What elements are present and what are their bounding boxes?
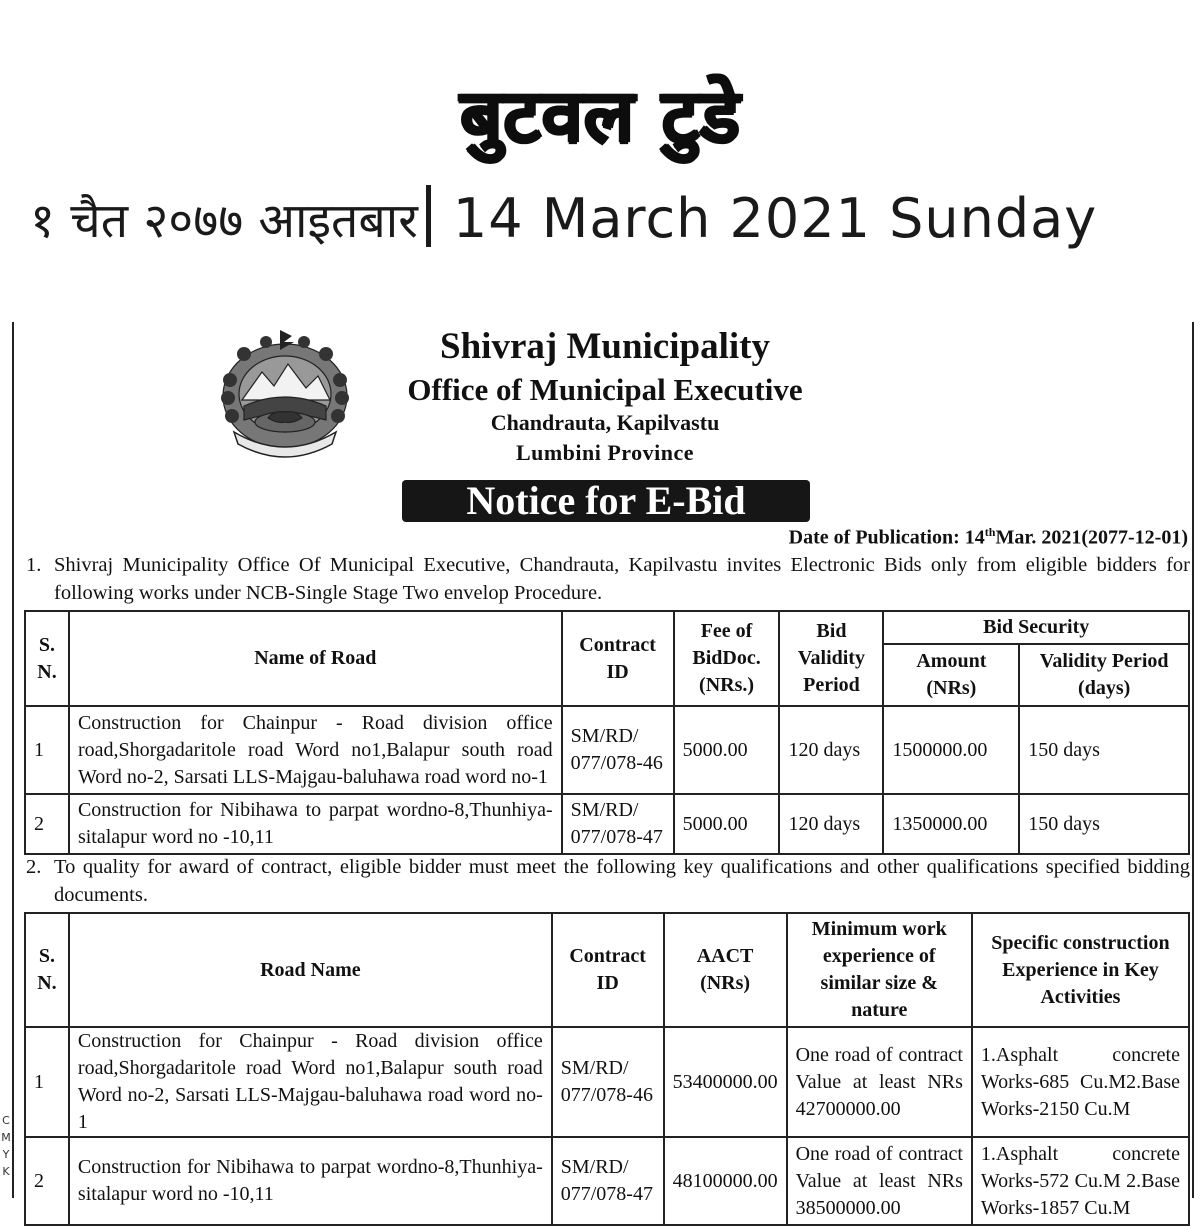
- cell-road-name: Construction for Nibihawa to parpat wordno-8,Thunhiya-sitalapur word no -10,11: [69, 1137, 552, 1225]
- table-row: [25, 1027, 1189, 1137]
- cell-contract-id: SM/RD/ 077/078-46: [552, 1027, 664, 1137]
- header-amount: Amount (NRs): [883, 644, 1019, 706]
- cell-fee: 5000.00: [674, 794, 780, 854]
- masthead-date: [30, 185, 1180, 252]
- cell-validity: 120 days: [779, 794, 883, 854]
- header-sn: S. N.: [25, 611, 69, 706]
- cell-specific-experience: 1.Asphalt concrete Works-685 Cu.M2.Base Works-2150 Cu.M: [972, 1027, 1189, 1137]
- paragraph-invitation: [26, 551, 1190, 607]
- cell-specific-experience: 1.Asphalt concrete Works-572 Cu.M 2.Base Works-1857 Cu.M: [972, 1137, 1189, 1225]
- nepali-date: १ चैत २०७७ आइतबार: [30, 193, 418, 249]
- cell-road-name: Construction for Nibihawa to parpat wordno-8,Thunhiya-sitalapur word no -10,11: [69, 794, 562, 854]
- header-sn: S. N.: [25, 913, 69, 1027]
- publication-date: [789, 525, 1188, 550]
- cell-aact: 48100000.00: [664, 1137, 787, 1225]
- cell-amount: 1500000.00: [883, 706, 1019, 794]
- date-divider: [426, 185, 431, 247]
- header-name-of-road: Name of Road: [69, 611, 562, 706]
- table-row: [25, 794, 1189, 854]
- cell-road-name: Construction for Chainpur - Road division office road,Shorgadaritole road Word no1,Balapur south road Word no-2, Sarsati LLS-Majgau-baluhawa road word no-1: [69, 1027, 552, 1137]
- cell-contract-id: SM/RD/ 077/078-46: [562, 706, 674, 794]
- paragraph-number: 1.: [26, 554, 42, 576]
- header-security-validity: Validity Period (days): [1019, 644, 1189, 706]
- header-contract-id: Contract ID: [552, 913, 664, 1027]
- english-date: 14 March 2021 Sunday: [452, 187, 1098, 250]
- cell-min-experience: One road of contract Value at least NRs 42700000.00: [787, 1027, 972, 1137]
- cmyk-mark: K: [2, 1165, 10, 1178]
- paragraph-text: Shivraj Municipality Office Of Municipal Executive, Chandrauta, Kapilvastu invites Electronic Bids only from eligible bidders for following works under NCB-Single Stage Two envelop Procedure.: [54, 554, 1190, 604]
- office-name: Office of Municipal Executive: [407, 372, 803, 407]
- publication-label: Date of Publication: 14: [788, 526, 985, 549]
- cmyk-mark: Y: [2, 1148, 10, 1161]
- paragraph-text: To quality for award of contract, eligible bidder must meet the following key qualifications and other qualifications specified bidding documents.: [54, 856, 1190, 906]
- cell-aact: 53400000.00: [664, 1027, 787, 1137]
- header-aact: AACT (NRs): [664, 913, 787, 1027]
- cmyk-mark: C: [2, 1114, 10, 1127]
- cell-sn: 2: [25, 1137, 69, 1225]
- header-fee: Fee of BidDoc. (NRs.): [674, 611, 780, 706]
- header-specific-experience: Specific construction Experience in Key Activities: [972, 913, 1189, 1027]
- header-contract-id: Contract ID: [562, 611, 674, 706]
- cmyk-mark: M: [1, 1131, 11, 1144]
- cell-min-experience: One road of contract Value at least NRs 38500000.00: [787, 1137, 972, 1225]
- qualification-table: [24, 912, 1190, 1226]
- cell-security-validity: 150 days: [1019, 706, 1189, 794]
- header-min-experience: Minimum work experience of similar size & nature: [787, 913, 972, 1027]
- municipality-name: Shivraj Municipality: [440, 326, 770, 367]
- header-bid-security: Bid Security: [883, 611, 1189, 644]
- notice-title-banner: Notice for E-Bid: [402, 480, 810, 522]
- cell-amount: 1350000.00: [883, 794, 1019, 854]
- cell-fee: 5000.00: [674, 706, 780, 794]
- publication-suffix: th: [984, 525, 996, 539]
- cell-sn: 1: [25, 1027, 69, 1137]
- nepal-coat-of-arms-emblem: [214, 328, 356, 460]
- province-name: Lumbini Province: [515, 440, 695, 465]
- cell-contract-id: SM/RD/ 077/078-47: [562, 794, 674, 854]
- cell-validity: 120 days: [779, 706, 883, 794]
- header-road-name: Road Name: [69, 913, 552, 1027]
- paragraph-number: 2.: [26, 856, 42, 878]
- publication-rest: Mar. 2021(2077-12-01): [995, 526, 1188, 549]
- paragraph-qualification: [26, 853, 1190, 909]
- header-bid-validity: Bid Validity Period: [779, 611, 883, 706]
- cell-sn: 2: [25, 794, 69, 854]
- bid-details-table: [24, 610, 1190, 855]
- cell-road-name: Construction for Chainpur - Road division office road,Shorgadaritole road Word no1,Balapur south road Word no-2, Sarsati LLS-Majgau-baluhawa road word no-1: [69, 706, 562, 794]
- table-row: [25, 706, 1189, 794]
- office-address: Chandrauta, Kapilvastu: [490, 410, 720, 435]
- newspaper-masthead: [0, 0, 1200, 300]
- cell-security-validity: 150 days: [1019, 794, 1189, 854]
- cell-contract-id: SM/RD/ 077/078-47: [552, 1137, 664, 1225]
- newspaper-title: बुटवल टुडे: [459, 73, 741, 159]
- cmyk-print-marks: [1, 1112, 11, 1180]
- cell-sn: 1: [25, 706, 69, 794]
